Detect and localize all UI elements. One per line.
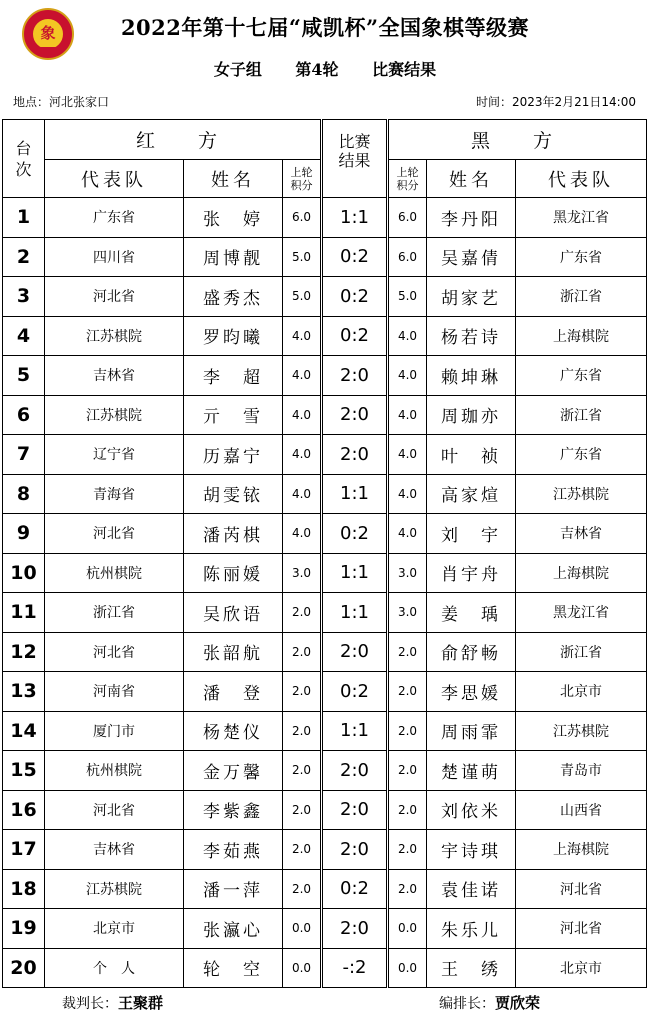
table-row bbox=[3, 316, 647, 356]
red-name-cell: 张 婷 bbox=[184, 198, 283, 238]
black-points-cell: 2.0 bbox=[388, 711, 427, 751]
black-team-cell: 浙江省 bbox=[516, 632, 647, 672]
black-team-cell: 黑龙江省 bbox=[516, 593, 647, 633]
black-points-cell: 4.0 bbox=[388, 514, 427, 554]
table-row bbox=[3, 632, 647, 672]
table-row bbox=[3, 909, 647, 949]
table-no-cell: 13 bbox=[3, 672, 45, 712]
table-row bbox=[3, 237, 647, 277]
referee-line bbox=[62, 992, 163, 1013]
black-name-cell: 肖宇舟 bbox=[427, 553, 516, 593]
black-points-cell: 3.0 bbox=[388, 593, 427, 633]
red-points-cell: 0.0 bbox=[283, 909, 322, 949]
table-row bbox=[3, 474, 647, 514]
match-result-cell: 2:0 bbox=[322, 790, 388, 830]
black-name-cell: 赖坤琳 bbox=[427, 356, 516, 396]
table-no-cell: 12 bbox=[3, 632, 45, 672]
red-team-cell: 杭州棋院 bbox=[45, 553, 184, 593]
red-team-cell: 辽宁省 bbox=[45, 435, 184, 475]
red-team-cell: 吉林省 bbox=[45, 830, 184, 870]
result-label: 比赛结果 bbox=[372, 60, 437, 79]
table-no-cell: 2 bbox=[3, 237, 45, 277]
red-team-cell: 河北省 bbox=[45, 632, 184, 672]
black-team-cell: 江苏棋院 bbox=[516, 474, 647, 514]
match-result-cell: 0:2 bbox=[322, 316, 388, 356]
black-team-cell: 黑龙江省 bbox=[516, 198, 647, 238]
arbiter-line bbox=[439, 992, 540, 1013]
red-name-cell: 潘一萍 bbox=[184, 869, 283, 909]
red-name-cell: 张韶航 bbox=[184, 632, 283, 672]
match-result-cell: 0:2 bbox=[322, 237, 388, 277]
red-points-cell: 2.0 bbox=[283, 593, 322, 633]
header-red-name: 姓名 bbox=[184, 160, 283, 198]
header-red-points: 上轮积分 bbox=[283, 160, 322, 198]
red-name-cell: 金万馨 bbox=[184, 751, 283, 791]
black-name-cell: 刘依米 bbox=[427, 790, 516, 830]
table-no-cell: 18 bbox=[3, 869, 45, 909]
black-name-cell: 叶 祯 bbox=[427, 435, 516, 475]
table-row bbox=[3, 751, 647, 791]
match-result-cell: 2:0 bbox=[322, 751, 388, 791]
match-result-cell: 2:0 bbox=[322, 632, 388, 672]
red-name-cell: 胡雯铱 bbox=[184, 474, 283, 514]
header-black-side: 黑 方 bbox=[388, 120, 647, 160]
match-result-cell: 2:0 bbox=[322, 435, 388, 475]
black-team-cell: 广东省 bbox=[516, 237, 647, 277]
black-team-cell: 河北省 bbox=[516, 909, 647, 949]
red-points-cell: 2.0 bbox=[283, 751, 322, 791]
match-result-cell: -:2 bbox=[322, 948, 388, 988]
black-team-cell: 浙江省 bbox=[516, 395, 647, 435]
match-result-cell: 0:2 bbox=[322, 869, 388, 909]
black-name-cell: 周珈亦 bbox=[427, 395, 516, 435]
black-points-cell: 0.0 bbox=[388, 948, 427, 988]
red-points-cell: 0.0 bbox=[283, 948, 322, 988]
black-team-cell: 上海棋院 bbox=[516, 316, 647, 356]
black-name-cell: 袁佳诺 bbox=[427, 869, 516, 909]
red-team-cell: 杭州棋院 bbox=[45, 751, 184, 791]
red-points-cell: 6.0 bbox=[283, 198, 322, 238]
red-team-cell: 四川省 bbox=[45, 237, 184, 277]
match-result-cell: 2:0 bbox=[322, 356, 388, 396]
red-name-cell: 罗昀曦 bbox=[184, 316, 283, 356]
table-no-cell: 16 bbox=[3, 790, 45, 830]
table-no-cell: 20 bbox=[3, 948, 45, 988]
black-team-cell: 北京市 bbox=[516, 948, 647, 988]
red-team-cell: 江苏棋院 bbox=[45, 316, 184, 356]
red-points-cell: 5.0 bbox=[283, 237, 322, 277]
red-name-cell: 历嘉宁 bbox=[184, 435, 283, 475]
red-name-cell: 李紫鑫 bbox=[184, 790, 283, 830]
red-team-cell: 河南省 bbox=[45, 672, 184, 712]
black-name-cell: 刘 宇 bbox=[427, 514, 516, 554]
black-name-cell: 周雨霏 bbox=[427, 711, 516, 751]
red-team-cell: 个 人 bbox=[45, 948, 184, 988]
red-points-cell: 4.0 bbox=[283, 514, 322, 554]
black-name-cell: 王 绣 bbox=[427, 948, 516, 988]
match-result-cell: 2:0 bbox=[322, 909, 388, 949]
table-no-cell: 19 bbox=[3, 909, 45, 949]
table-row bbox=[3, 198, 647, 238]
table-row bbox=[3, 830, 647, 870]
black-points-cell: 3.0 bbox=[388, 553, 427, 593]
venue-text: 地点：河北张家口 bbox=[13, 95, 110, 109]
red-team-cell: 吉林省 bbox=[45, 356, 184, 396]
match-result-cell: 0:2 bbox=[322, 672, 388, 712]
red-name-cell: 盛秀杰 bbox=[184, 277, 283, 317]
match-result-cell: 1:1 bbox=[322, 474, 388, 514]
red-points-cell: 4.0 bbox=[283, 356, 322, 396]
black-name-cell: 俞舒畅 bbox=[427, 632, 516, 672]
black-team-cell: 广东省 bbox=[516, 356, 647, 396]
red-name-cell: 潘 登 bbox=[184, 672, 283, 712]
black-name-cell: 李思媛 bbox=[427, 672, 516, 712]
match-result-cell: 0:2 bbox=[322, 514, 388, 554]
red-name-cell: 亓 雪 bbox=[184, 395, 283, 435]
header-red-team: 代表队 bbox=[45, 160, 184, 198]
table-row bbox=[3, 395, 647, 435]
results-body bbox=[3, 198, 647, 988]
results-table bbox=[2, 119, 647, 988]
table-no-cell: 8 bbox=[3, 474, 45, 514]
table-no-cell: 11 bbox=[3, 593, 45, 633]
red-points-cell: 4.0 bbox=[283, 435, 322, 475]
black-points-cell: 6.0 bbox=[388, 198, 427, 238]
black-team-cell: 河北省 bbox=[516, 869, 647, 909]
red-points-cell: 2.0 bbox=[283, 869, 322, 909]
group-label: 女子组 bbox=[213, 60, 262, 79]
black-team-cell: 北京市 bbox=[516, 672, 647, 712]
black-points-cell: 4.0 bbox=[388, 395, 427, 435]
match-result-cell: 2:0 bbox=[322, 395, 388, 435]
black-team-cell: 上海棋院 bbox=[516, 553, 647, 593]
red-name-cell: 张瀛心 bbox=[184, 909, 283, 949]
black-name-cell: 楚谨萌 bbox=[427, 751, 516, 791]
black-points-cell: 4.0 bbox=[388, 474, 427, 514]
logo-glyph: 象 bbox=[40, 24, 56, 42]
table-no-cell: 3 bbox=[3, 277, 45, 317]
black-name-cell: 姜 瑀 bbox=[427, 593, 516, 633]
black-points-cell: 2.0 bbox=[388, 751, 427, 791]
black-points-cell: 5.0 bbox=[388, 277, 427, 317]
header-red-side: 红 方 bbox=[45, 120, 322, 160]
red-points-cell: 2.0 bbox=[283, 632, 322, 672]
table-row bbox=[3, 593, 647, 633]
table-no-cell: 4 bbox=[3, 316, 45, 356]
table-no-cell: 5 bbox=[3, 356, 45, 396]
match-result-cell: 0:2 bbox=[322, 277, 388, 317]
red-points-cell: 2.0 bbox=[283, 711, 322, 751]
referee-name: 王聚群 bbox=[118, 994, 164, 1012]
black-points-cell: 2.0 bbox=[388, 790, 427, 830]
red-name-cell: 吴欣语 bbox=[184, 593, 283, 633]
table-no-cell: 7 bbox=[3, 435, 45, 475]
table-row bbox=[3, 948, 647, 988]
header-black-team: 代表队 bbox=[516, 160, 647, 198]
black-name-cell: 胡家艺 bbox=[427, 277, 516, 317]
header-black-name: 姓名 bbox=[427, 160, 516, 198]
table-row bbox=[3, 672, 647, 712]
black-points-cell: 4.0 bbox=[388, 435, 427, 475]
black-team-cell: 江苏棋院 bbox=[516, 711, 647, 751]
header-black-points: 上轮积分 bbox=[388, 160, 427, 198]
red-name-cell: 陈丽媛 bbox=[184, 553, 283, 593]
table-row bbox=[3, 790, 647, 830]
red-name-cell: 杨楚仪 bbox=[184, 711, 283, 751]
red-team-cell: 江苏棋院 bbox=[45, 869, 184, 909]
black-points-cell: 4.0 bbox=[388, 316, 427, 356]
black-points-cell: 6.0 bbox=[388, 237, 427, 277]
red-name-cell: 周博靓 bbox=[184, 237, 283, 277]
black-name-cell: 杨若诗 bbox=[427, 316, 516, 356]
header-table-no: 台次 bbox=[3, 120, 45, 198]
table-row bbox=[3, 869, 647, 909]
table-row bbox=[3, 356, 647, 396]
header-result: 比赛结果 bbox=[322, 120, 388, 198]
red-points-cell: 5.0 bbox=[283, 277, 322, 317]
black-team-cell: 浙江省 bbox=[516, 277, 647, 317]
page-subtitle bbox=[0, 57, 650, 80]
black-name-cell: 吴嘉倩 bbox=[427, 237, 516, 277]
red-points-cell: 2.0 bbox=[283, 790, 322, 830]
red-team-cell: 北京市 bbox=[45, 909, 184, 949]
red-points-cell: 4.0 bbox=[283, 395, 322, 435]
black-points-cell: 0.0 bbox=[388, 909, 427, 949]
match-result-cell: 1:1 bbox=[322, 711, 388, 751]
time-text: 时间：2023年2月21日14:00 bbox=[475, 95, 636, 109]
black-points-cell: 2.0 bbox=[388, 632, 427, 672]
table-no-cell: 17 bbox=[3, 830, 45, 870]
black-name-cell: 李丹阳 bbox=[427, 198, 516, 238]
red-points-cell: 3.0 bbox=[283, 553, 322, 593]
red-team-cell: 河北省 bbox=[45, 514, 184, 554]
red-points-cell: 4.0 bbox=[283, 316, 322, 356]
red-name-cell: 潘芮棋 bbox=[184, 514, 283, 554]
black-points-cell: 4.0 bbox=[388, 356, 427, 396]
red-name-cell: 李 超 bbox=[184, 356, 283, 396]
table-no-cell: 1 bbox=[3, 198, 45, 238]
red-team-cell: 河北省 bbox=[45, 277, 184, 317]
red-team-cell: 江苏棋院 bbox=[45, 395, 184, 435]
black-team-cell: 广东省 bbox=[516, 435, 647, 475]
black-points-cell: 2.0 bbox=[388, 869, 427, 909]
table-row bbox=[3, 514, 647, 554]
black-name-cell: 朱乐儿 bbox=[427, 909, 516, 949]
red-name-cell: 轮 空 bbox=[184, 948, 283, 988]
table-no-cell: 15 bbox=[3, 751, 45, 791]
red-points-cell: 4.0 bbox=[283, 474, 322, 514]
table-row bbox=[3, 435, 647, 475]
table-no-cell: 10 bbox=[3, 553, 45, 593]
red-points-cell: 2.0 bbox=[283, 672, 322, 712]
red-team-cell: 青海省 bbox=[45, 474, 184, 514]
black-team-cell: 青岛市 bbox=[516, 751, 647, 791]
match-result-cell: 1:1 bbox=[322, 553, 388, 593]
table-no-cell: 9 bbox=[3, 514, 45, 554]
black-points-cell: 2.0 bbox=[388, 672, 427, 712]
match-result-cell: 1:1 bbox=[322, 593, 388, 633]
black-name-cell: 宇诗琪 bbox=[427, 830, 516, 870]
logo-base bbox=[40, 47, 56, 52]
arbiter-label: 编排长： bbox=[439, 996, 495, 1012]
table-row bbox=[3, 277, 647, 317]
match-result-cell: 1:1 bbox=[322, 198, 388, 238]
black-team-cell: 吉林省 bbox=[516, 514, 647, 554]
red-team-cell: 广东省 bbox=[45, 198, 184, 238]
table-no-cell: 6 bbox=[3, 395, 45, 435]
round-label: 第4轮 bbox=[295, 60, 339, 79]
page-title: 2022年第十七届“咸凯杯”全国象棋等级赛 bbox=[120, 15, 530, 40]
red-team-cell: 河北省 bbox=[45, 790, 184, 830]
arbiter-name: 贾欣荣 bbox=[495, 994, 541, 1012]
referee-label: 裁判长： bbox=[62, 996, 118, 1012]
black-team-cell: 山西省 bbox=[516, 790, 647, 830]
table-row bbox=[3, 553, 647, 593]
match-result-cell: 2:0 bbox=[322, 830, 388, 870]
red-points-cell: 2.0 bbox=[283, 830, 322, 870]
red-team-cell: 厦门市 bbox=[45, 711, 184, 751]
red-team-cell: 浙江省 bbox=[45, 593, 184, 633]
table-no-cell: 14 bbox=[3, 711, 45, 751]
black-points-cell: 2.0 bbox=[388, 830, 427, 870]
black-name-cell: 高家煊 bbox=[427, 474, 516, 514]
table-row bbox=[3, 711, 647, 751]
black-team-cell: 上海棋院 bbox=[516, 830, 647, 870]
red-name-cell: 李茹燕 bbox=[184, 830, 283, 870]
